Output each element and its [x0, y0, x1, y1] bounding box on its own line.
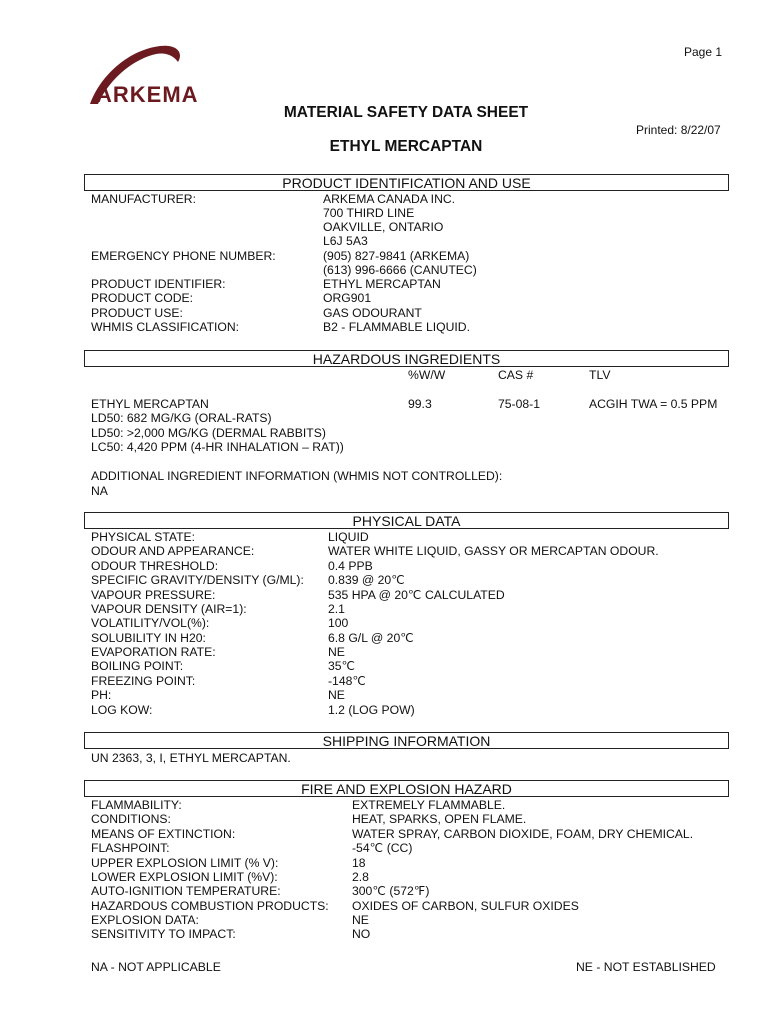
kv-value: 35℃: [328, 659, 356, 674]
kv-value: 300℃ (572℉): [352, 884, 430, 899]
emergency-line: (613) 996-6666 (CANUTEC): [323, 263, 477, 277]
kv-row: [91, 573, 731, 587]
kv-label: VAPOUR PRESSURE:: [91, 587, 216, 602]
kv-label: SOLUBILITY IN H20:: [91, 630, 206, 645]
kv-label: AUTO-IGNITION TEMPERATURE:: [91, 884, 281, 899]
kv-value: ETHYL MERCAPTAN: [323, 277, 441, 291]
kv-label: PHYSICAL STATE:: [91, 530, 196, 544]
kv-row: [91, 703, 731, 717]
kv-row: [91, 559, 731, 573]
kv-row: [91, 588, 731, 602]
kv-label: LOG KOW:: [91, 702, 153, 717]
kv-value: 6.8 G/L @ 20℃: [328, 630, 414, 645]
kv-value: 1.2 (LOG POW): [328, 702, 415, 717]
manufacturer-row: [91, 192, 731, 206]
kv-row: [91, 645, 731, 659]
kv-value: 2.1: [328, 601, 345, 616]
manufacturer-line: L6J 5A3: [323, 234, 368, 248]
na-note: NA - NOT APPLICABLE: [91, 960, 221, 974]
section-heading-product-id: PRODUCT IDENTIFICATION AND USE: [84, 174, 729, 191]
kv-value: NE: [328, 688, 345, 703]
ingredient-row: [91, 397, 731, 411]
kv-row: [91, 544, 731, 558]
kv-label: SENSITIVITY TO IMPACT:: [91, 927, 236, 942]
kv-label: FLAMMABILITY:: [91, 798, 182, 812]
kv-row: [91, 913, 731, 927]
kv-label: CONDITIONS:: [91, 812, 171, 827]
kv-value: NO: [352, 927, 371, 942]
col-header-cas: CAS #: [498, 368, 534, 382]
printed-date: Printed: 8/22/07: [636, 123, 721, 137]
kv-label: EVAPORATION RATE:: [91, 645, 216, 660]
kv-label: FLASHPOINT:: [91, 841, 170, 856]
kv-value: EXTREMELY FLAMMABLE.: [352, 798, 506, 812]
kv-value: 0.4 PPB: [328, 558, 373, 573]
kv-row: [91, 688, 731, 702]
kv-label: MEANS OF EXTINCTION:: [91, 826, 236, 841]
kv-row: [91, 899, 731, 913]
kv-row: [91, 616, 731, 630]
emergency-row: [91, 249, 731, 263]
kv-label: WHMIS CLASSIFICATION:: [91, 320, 240, 334]
emergency-line: (905) 827-9841 (ARKEMA): [323, 249, 470, 263]
kv-value: LIQUID: [328, 530, 369, 544]
hazard-column-headers: [91, 368, 731, 382]
kv-value: HEAT, SPARKS, OPEN FLAME.: [352, 812, 527, 827]
kv-row: [91, 659, 731, 673]
kv-label: PRODUCT USE:: [91, 306, 183, 320]
kv-label: EXPLOSION DATA:: [91, 913, 199, 928]
kv-label: VAPOUR DENSITY (AIR=1):: [91, 601, 247, 616]
kv-row: [91, 856, 731, 870]
page-number: Page 1: [684, 45, 723, 59]
kv-value: 0.839 @ 20℃: [328, 573, 405, 588]
ingredient-name: ETHYL MERCAPTAN: [91, 397, 209, 411]
manufacturer-line: OAKVILLE, ONTARIO: [323, 220, 444, 234]
section-heading-physical: PHYSICAL DATA: [84, 512, 729, 529]
col-header-ww: %W/W: [408, 368, 446, 382]
kv-label: BOILING POINT:: [91, 659, 184, 674]
toxicity-line: LD50: >2,000 MG/KG (DERMAL RABBITS): [91, 426, 326, 440]
toxicity-line: LC50: 4,420 PPM (4-HR INHALATION – RAT)): [91, 440, 344, 454]
document-title: MATERIAL SAFETY DATA SHEET: [283, 104, 529, 121]
kv-label: FREEZING POINT:: [91, 673, 196, 688]
kv-value: -54℃ (CC): [352, 841, 413, 856]
kv-value: -148℃: [328, 673, 367, 688]
arkema-logo: [86, 40, 236, 109]
additional-info-label: ADDITIONAL INGREDIENT INFORMATION (WHMIS NOT CONTROLLED):: [91, 469, 503, 483]
manufacturer-line: ARKEMA CANADA INC.: [323, 192, 456, 206]
additional-info-value: NA: [91, 484, 108, 498]
kv-value: NE: [352, 913, 369, 928]
kv-row: [91, 841, 731, 855]
kv-row: [91, 884, 731, 898]
kv-value: GAS ODOURANT: [323, 306, 422, 320]
kv-value: WATER SPRAY, CARBON DIOXIDE, FOAM, DRY CHEMICAL.: [352, 826, 694, 841]
kv-value: ORG901: [323, 291, 372, 305]
kv-row: [91, 827, 731, 841]
kv-row: [91, 798, 731, 812]
col-header-tlv: TLV: [589, 368, 611, 382]
ingredient-tlv: ACGIH TWA = 0.5 PPM: [589, 397, 718, 411]
ingredient-cas: 75-08-1: [498, 397, 541, 411]
kv-label: UPPER EXPLOSION LIMIT (% V):: [91, 855, 279, 870]
ingredient-ww: 99.3: [408, 397, 432, 411]
kv-value: B2 - FLAMMABLE LIQUID.: [323, 320, 470, 334]
kv-label: PRODUCT IDENTIFIER:: [91, 277, 226, 291]
kv-value: 535 HPA @ 20℃ CALCULATED: [328, 587, 505, 602]
shipping-text: UN 2363, 3, I, ETHYL MERCAPTAN.: [91, 751, 291, 765]
kv-label: SPECIFIC GRAVITY/DENSITY (G/ML):: [91, 573, 304, 588]
kv-row: [91, 530, 731, 544]
kv-label: PH:: [91, 688, 112, 703]
manufacturer-label: MANUFACTURER:: [91, 192, 196, 206]
kv-row: [91, 812, 731, 826]
kv-value: 2.8: [352, 869, 369, 884]
kv-row: [91, 674, 731, 688]
product-name: ETHYL MERCAPTAN: [329, 138, 483, 155]
kv-label: LOWER EXPLOSION LIMIT (%V):: [91, 869, 278, 884]
kv-row: [91, 320, 731, 334]
kv-row: [91, 870, 731, 884]
section-heading-shipping: SHIPPING INFORMATION: [84, 732, 729, 749]
kv-row: [91, 291, 731, 305]
kv-label: PRODUCT CODE:: [91, 291, 194, 305]
kv-row: [91, 631, 731, 645]
arkema-logo-text: ARKEMA: [96, 82, 199, 106]
arkema-logo-mark: [86, 40, 236, 106]
emergency-label: EMERGENCY PHONE NUMBER:: [91, 249, 276, 263]
kv-value: OXIDES OF CARBON, SULFUR OXIDES: [352, 898, 579, 913]
kv-value: NE: [328, 645, 345, 660]
manufacturer-line: 700 THIRD LINE: [323, 206, 415, 220]
kv-row: [91, 602, 731, 616]
kv-row: [91, 277, 731, 291]
section-heading-fire: FIRE AND EXPLOSION HAZARD: [84, 780, 729, 797]
kv-row: [91, 306, 731, 320]
kv-value: WATER WHITE LIQUID, GASSY OR MERCAPTAN ODOUR.: [328, 544, 659, 559]
kv-label: ODOUR AND APPEARANCE:: [91, 544, 255, 559]
section-heading-hazardous: HAZARDOUS INGREDIENTS: [84, 350, 729, 367]
kv-row: [91, 927, 731, 941]
kv-value: 100: [328, 616, 349, 631]
ne-note: NE - NOT ESTABLISHED: [576, 960, 716, 974]
kv-label: HAZARDOUS COMBUSTION PRODUCTS:: [91, 898, 329, 913]
kv-label: ODOUR THRESHOLD:: [91, 558, 219, 573]
kv-label: VOLATILITY/VOL(%):: [91, 616, 210, 631]
toxicity-line: LD50: 682 MG/KG (ORAL-RATS): [91, 411, 272, 425]
kv-value: 18: [352, 855, 366, 870]
